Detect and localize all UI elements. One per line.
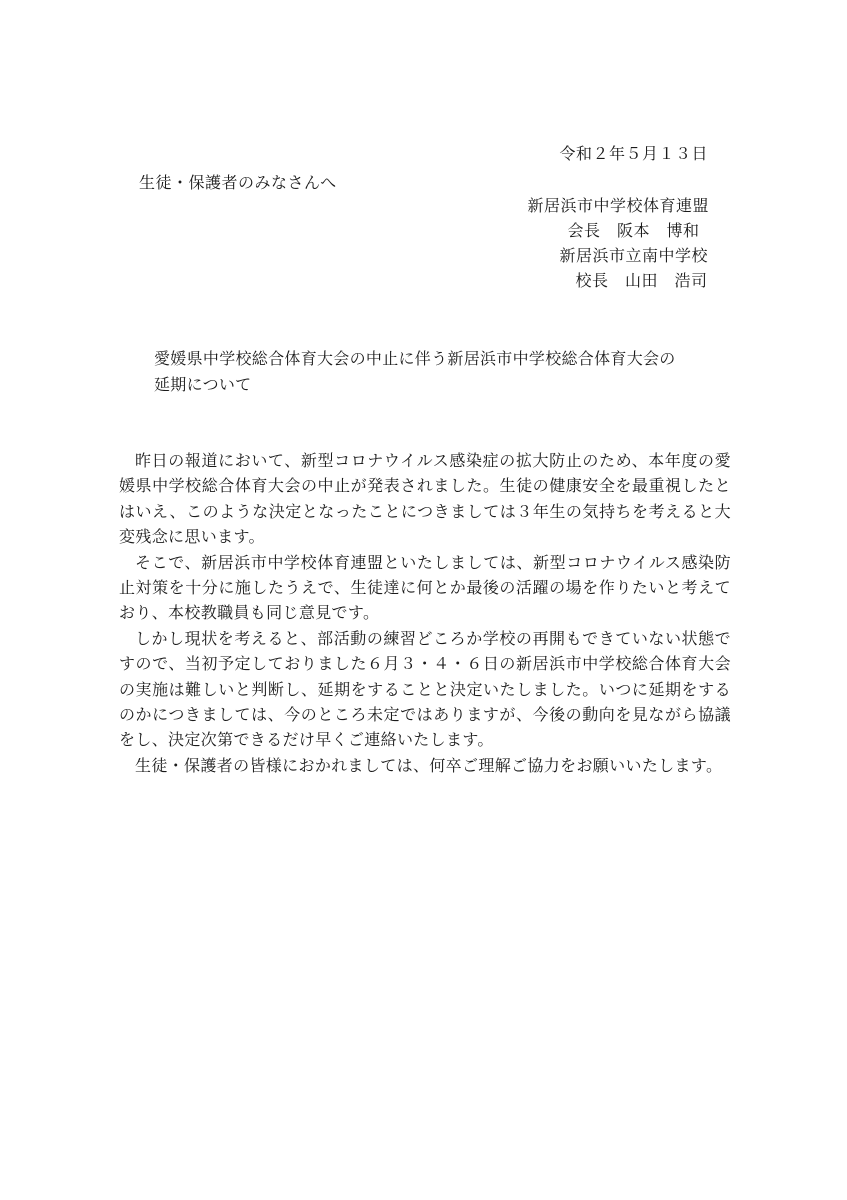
sender-organization: 新居浜市中学校体育連盟 <box>527 196 709 215</box>
sender-school: 新居浜市立南中学校 <box>559 246 708 265</box>
letter-date: 令和２年５月１３日 <box>559 144 708 163</box>
letter-subject <box>154 346 734 398</box>
subject-line-2: 延期について <box>154 375 252 394</box>
body-paragraph-2: そこで、新居浜市中学校体育連盟といたしましては、新型コロナウイルス感染防止対策を十分に施したうえで、生徒達に何とか最後の活躍の場を作りたいと考えており、本校教職員も同じ意見です。 <box>119 552 731 623</box>
sender-person: 会長 阪本 博和 <box>567 221 700 240</box>
sender-principal: 校長 山田 浩司 <box>575 271 708 290</box>
letter-recipient: 生徒・保護者のみなさんへ <box>139 173 337 192</box>
letter-body <box>119 448 731 778</box>
subject-line-1: 愛媛県中学校総合体育大会の中止に伴う新居浜市中学校総合体育大会の <box>154 349 676 368</box>
sender-block <box>527 193 709 293</box>
body-paragraph-4: 生徒・保護者の皆様におかれましては、何卒ご理解ご協力をお願いいたします。 <box>135 755 723 775</box>
body-paragraph-3: しかし現状を考えると、部活動の練習どころか学校の再開もできていない状態ですので、当初予定しておりました６月３・４・６日の新居浜市中学校総合体育大会の実施は難しいと判断し、延期をすることと決定いたしました。いつに延期をするのかにつきましては、今のところ未定ではありますが、今後の動向を見ながら協議をし、決定次第できるだけ早くご連絡いたします。 <box>119 628 731 750</box>
body-paragraph-1: 昨日の報道において、新型コロナウイルス感染症の拡大防止のため、本年度の愛媛県中学校総合体育大会の中止が発表されました。生徒の健康安全を最重視したとはいえ、このような決定となったことにつきましては３年生の気持ちを考えると大変残念に思います。 <box>119 451 731 547</box>
